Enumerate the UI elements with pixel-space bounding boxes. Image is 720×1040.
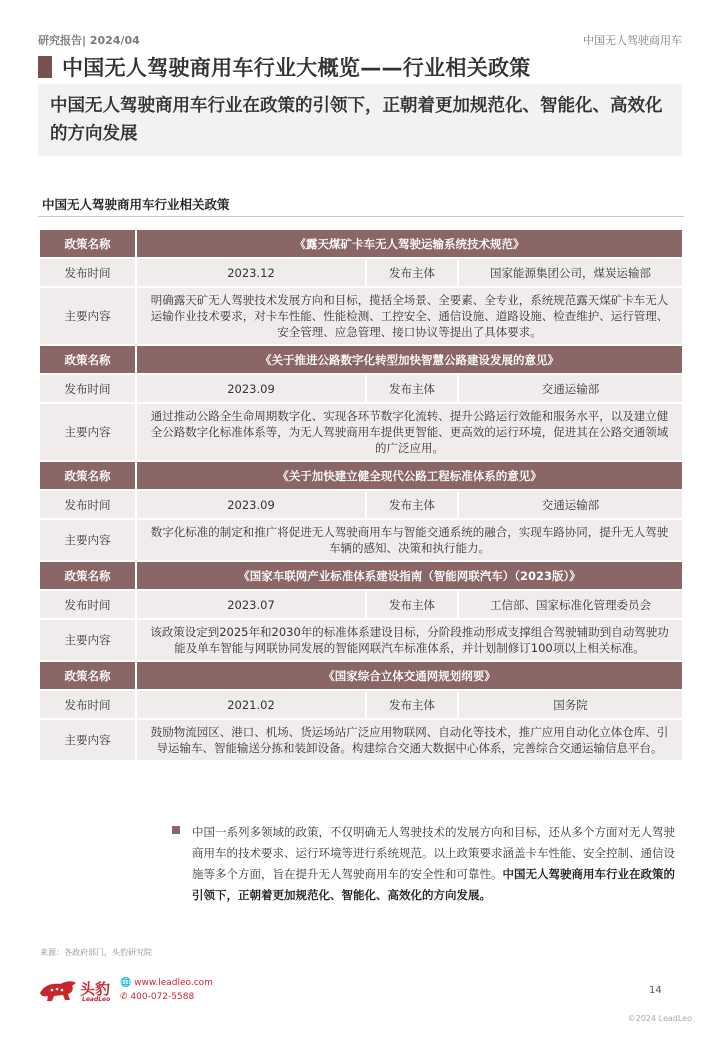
policy-date-row <box>40 491 682 518</box>
phone-icon: ✆ <box>120 992 128 1002</box>
note-text: 中国一系列多领域的政策，不仅明确无人驾驶技术的发展方向和目标，还从多个方面对无人驾驶商用车的技术要求、运行环境等进行系统规范。以上政策要求涵盖卡车性能、安全控制、通信设施等多个方面，旨在提升无人驾驶商用车的安全性和可靠性。 <box>192 825 675 881</box>
brand-name: 头豹 <box>80 980 111 998</box>
phone-text: 400-072-5588 <box>130 992 195 1002</box>
policy-name: 《关于推进公路数字化转型加快智慧公路建设发展的意见》 <box>137 346 682 373</box>
policy-issuer-label: 发布主体 <box>367 591 457 618</box>
page-title: 中国无人驾驶商用车行业大概览——行业相关政策 <box>62 56 531 80</box>
policy-name: 《关于加快建立健全现代公路工程标准体系的意见》 <box>137 462 682 489</box>
policy-content-row <box>40 620 682 660</box>
subtitle-box <box>38 84 682 156</box>
policy-name-label: 政策名称 <box>40 562 135 589</box>
policy-content: 明确露天矿无人驾驶技术发展方向和目标，揽括全场景、全要素、全专业，系统规范露天煤矿卡车无人运输作业技术要求，对卡车性能、性能检测、工控安全、通信设施、道路设施、检查维护、运行管理、安全管理、应急管理、接口协议等提出了具体要求。 <box>137 288 682 344</box>
policy-date: 2023.12 <box>137 259 365 286</box>
leopard-logo-icon <box>38 975 78 1003</box>
policy-issuer-label: 发布主体 <box>367 691 457 718</box>
policy-date-row <box>40 591 682 618</box>
website-text: www.leadleo.com <box>134 978 213 988</box>
policy-date: 2023.07 <box>137 591 365 618</box>
policy-issuer: 交通运输部 <box>459 491 682 518</box>
policy-name-row <box>40 230 682 257</box>
section-title: 中国无人驾驶商用车行业相关政策 <box>42 197 230 212</box>
policy-date-row <box>40 259 682 286</box>
policy-name-label: 政策名称 <box>40 662 135 689</box>
policy-name-row <box>40 562 682 589</box>
policy-name: 《国家综合立体交通网规划纲要》 <box>137 662 682 689</box>
policy-issuer: 交通运输部 <box>459 375 682 402</box>
report-tag: 研究报告| 2024/04 <box>38 34 140 47</box>
policy-issuer-label: 发布主体 <box>367 491 457 518</box>
policy-content: 该政策设定到2025年和2030年的标准体系建设目标，分阶段推动形成支撑组合驾驶辅助到自动驾驶功能及单车智能与网联协同发展的智能网联汽车标准体系，并计划制修订100项以上相关标准。 <box>137 620 682 660</box>
copyright: ©2024 LeadLeo <box>627 1014 692 1023</box>
policy-name: 《露天煤矿卡车无人驾驶运输系统技术规范》 <box>137 230 682 257</box>
policy-content-label: 主要内容 <box>40 404 135 460</box>
policy-date: 2021.02 <box>137 691 365 718</box>
policy-content-label: 主要内容 <box>40 520 135 560</box>
report-topic: 中国无人驾驶商用车 <box>583 34 682 47</box>
policy-issuer-label: 发布主体 <box>367 375 457 402</box>
policy-name-label: 政策名称 <box>40 230 135 257</box>
website-link[interactable] <box>120 978 213 988</box>
section-divider <box>38 216 684 217</box>
brand-sub: LeadLeo <box>82 996 111 1003</box>
policy-date-row <box>40 691 682 718</box>
web-icon: 🌐 <box>120 978 132 988</box>
policy-issuer-label: 发布主体 <box>367 259 457 286</box>
title-accent-bar <box>38 56 52 78</box>
policy-issuer: 国家能源集团公司，煤炭运输部 <box>459 259 682 286</box>
source-note: 来源：各政府部门，头豹研究院 <box>40 948 152 957</box>
policy-content-row <box>40 288 682 344</box>
policy-content-label: 主要内容 <box>40 720 135 760</box>
policy-content-label: 主要内容 <box>40 288 135 344</box>
summary-note <box>172 822 680 906</box>
page-number: 14 <box>649 985 662 996</box>
note-emphasis: 中国无人驾驶商用车行业在政策的引领下，正朝着更加规范化、智能化、高效化的方向发展。 <box>192 867 675 902</box>
policy-date: 2023.09 <box>137 375 365 402</box>
policy-date-label: 发布时间 <box>40 491 135 518</box>
policy-name-label: 政策名称 <box>40 346 135 373</box>
policy-name-row <box>40 662 682 689</box>
policy-date-row <box>40 375 682 402</box>
policy-date: 2023.09 <box>137 491 365 518</box>
policy-content-row <box>40 520 682 560</box>
policy-content: 通过推动公路全生命周期数字化、实现各环节数字化流转、提升公路运行效能和服务水平，以及建立健全公路数字化标准体系等，为无人驾驶商用车提供更智能、更高效的运行环境，促进其在公路交通领域的广泛应用。 <box>137 404 682 460</box>
phone-number <box>120 992 194 1002</box>
policy-table <box>38 228 684 762</box>
policy-name: 《国家车联网产业标准体系建设指南（智能网联汽车）（2023版）》 <box>137 562 682 589</box>
policy-content-label: 主要内容 <box>40 620 135 660</box>
policy-name-row <box>40 346 682 373</box>
page-subtitle: 中国无人驾驶商用车行业在政策的引领下，正朝着更加规范化、智能化、高效化的方向发展 <box>50 96 663 144</box>
policy-content-row <box>40 404 682 460</box>
policy-issuer: 工信部、国家标准化管理委员会 <box>459 591 682 618</box>
policy-date-label: 发布时间 <box>40 691 135 718</box>
policy-name-label: 政策名称 <box>40 462 135 489</box>
policy-content: 鼓励物流园区、港口、机场、货运场站广泛应用物联网、自动化等技术，推广应用自动化立体仓库、引导运输车、智能输送分拣和装卸设备。构建综合交通大数据中心体系，完善综合交通运输信息平台。 <box>137 720 682 760</box>
policy-date-label: 发布时间 <box>40 259 135 286</box>
policy-name-row <box>40 462 682 489</box>
policy-content-row <box>40 720 682 760</box>
policy-issuer: 国务院 <box>459 691 682 718</box>
policy-date-label: 发布时间 <box>40 591 135 618</box>
policy-content: 数字化标准的制定和推广将促进无人驾驶商用车与智能交通系统的融合，实现车路协同，提升无人驾驶车辆的感知、决策和执行能力。 <box>137 520 682 560</box>
policy-date-label: 发布时间 <box>40 375 135 402</box>
